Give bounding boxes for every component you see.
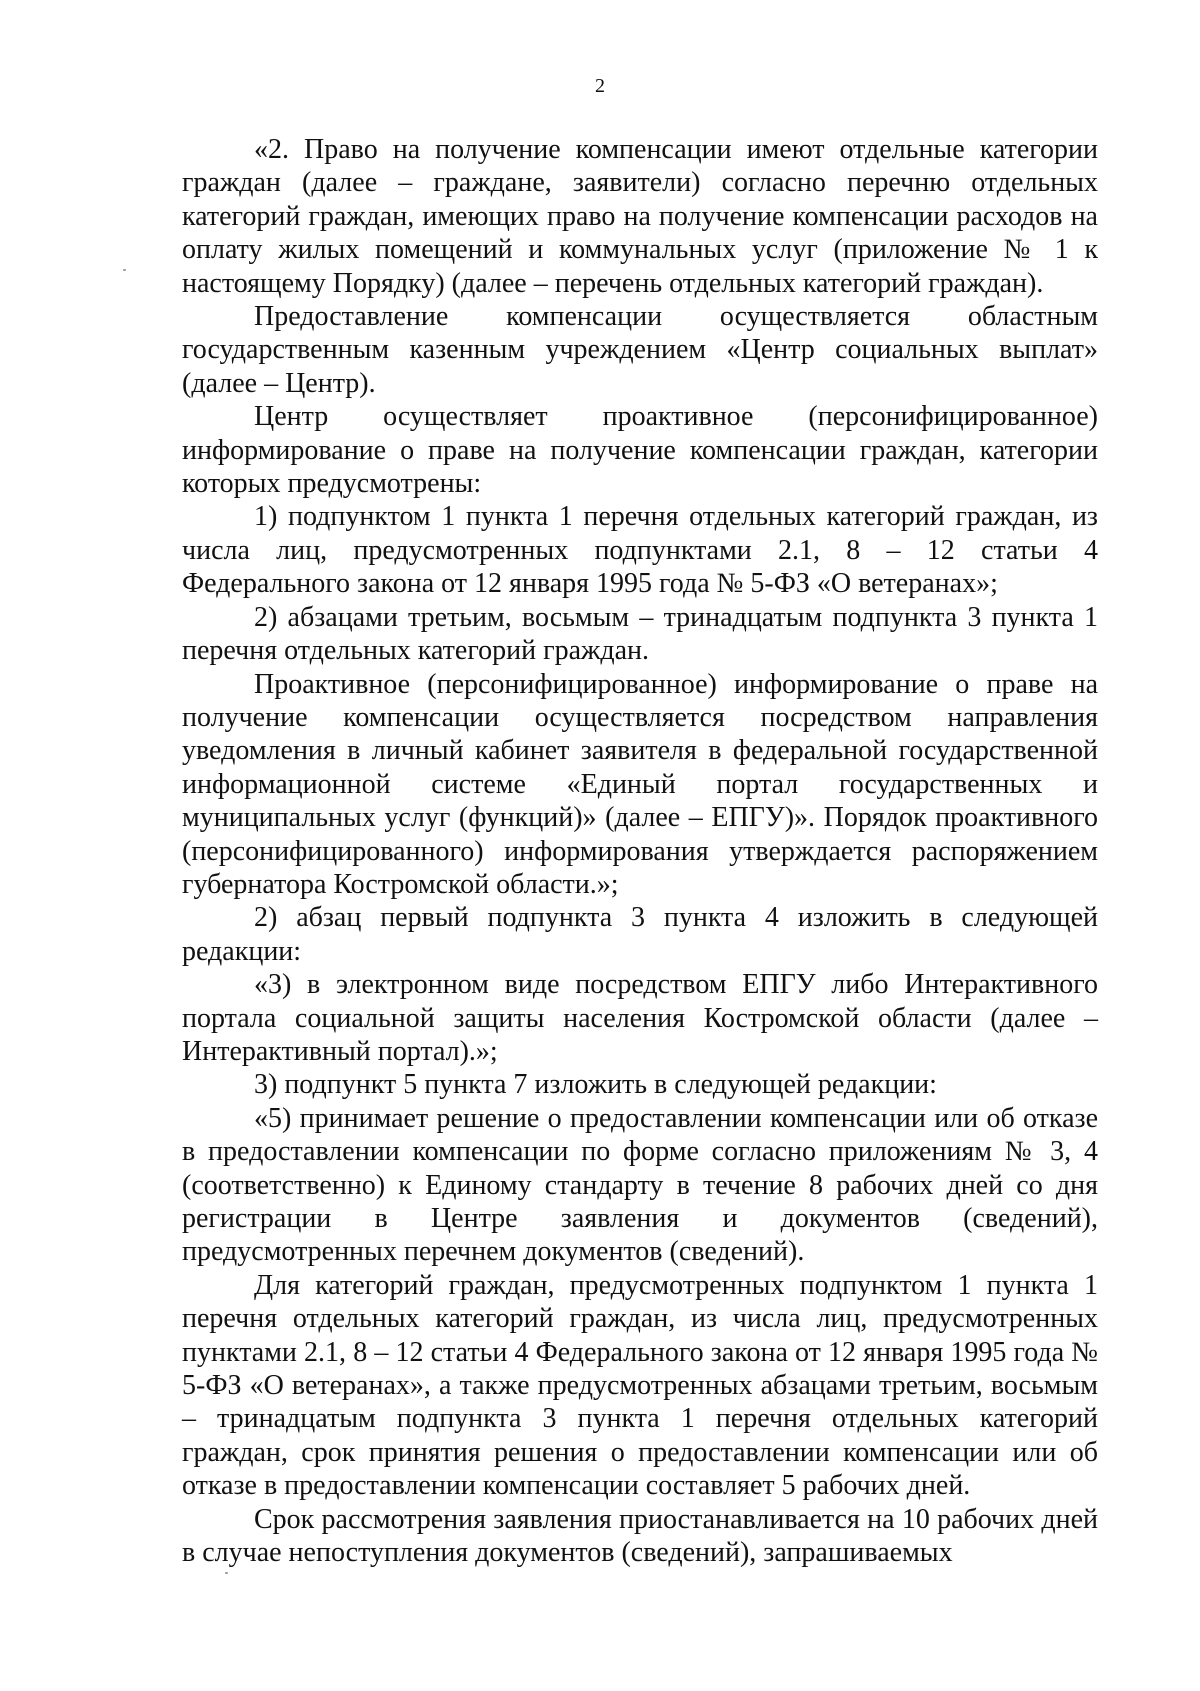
paragraph-proactive-procedure: Проактивное (персонифицированное) информирование о праве на получение компенсации осуществляется посредством направления уведомления в личный кабинет заявителя в федеральной государственной информационной системе «Единый портал государственных и муниципальных услуг (функций)» (далее – ЕПГУ)». Порядок проактивного (персонифицированного) информирования утверждается распоряжением губернатора Костромской области.»; (182, 668, 1098, 900)
list-item-1: 1) подпунктом 1 пункта 1 перечня отдельных категорий граждан, из числа лиц, предусмотренных подпунктами 2.1, 8 – 12 статьи 4 Федерального закона от 12 января 1995 года № 5-ФЗ «О ветеранах»; (182, 501, 1098, 600)
scan-artifact (123, 269, 126, 271)
paragraph-short-term-categories: Для категорий граждан, предусмотренных подпунктом 1 пункта 1 перечня отдельных категорий граждан, из числа лиц, предусмотренных пунктами 2.1, 8 – 12 статьи 4 Федерального закона от 12 января 1995 года № 5-ФЗ «О ветеранах», а также предусмотренных абзацами третьим, восьмым – тринадцатым подпункта 3 пункта 1 перечня отдельных категорий граждан, срок принятия решения о предоставлении компенсации или об отказе в предоставлении компенсации составляет 5 рабочих дней. (182, 1269, 1098, 1502)
page-number: 2 (595, 75, 605, 97)
paragraph-decision-term: «5) принимает решение о предоставлении компенсации или об отказе в предоставлении компенсации по форме согласно приложениям № 3, 4 (соответственно) к Единому стандарту в течение 8 рабочих дней со дня регистрации в Центре заявления и документов (сведений), предусмотренных перечнем документов (сведений). (182, 1102, 1098, 1268)
paragraph-electronic-form: «3) в электронном виде посредством ЕПГУ либо Интерактивного портала социальной защиты населения Костромской области (далее – Интерактивный портал).»; (182, 969, 1098, 1067)
paragraph-suspension: Срок рассмотрения заявления приостанавливается на 10 рабочих дней в случае непоступления документов (сведений), запрашиваемых (182, 1503, 1098, 1569)
paragraph-right-to-compensation: «2. Право на получение компенсации имеют отдельные категории граждан (далее – граждане, заявители) согласно перечню отдельных категорий граждан, имеющих право на получение компенсации расходов на оплату жилых помещений и коммунальных услуг (приложение № 1 к настоящему Порядку) (далее – перечень отдельных категорий граждан). (182, 134, 1098, 299)
scan-artifact (225, 1572, 228, 1574)
paragraph-proactive-informing: Центр осуществляет проактивное (персонифицированное) информирование о праве на получение компенсации граждан, категории которых предусмотрены: (182, 401, 1098, 500)
paragraph-amendment-3: 3) подпункт 5 пункта 7 изложить в следующей редакции: (254, 1069, 937, 1101)
list-item-2: 2) абзацами третьим, восьмым – тринадцатым подпункта 3 пункта 1 перечня отдельных категорий граждан. (182, 601, 1098, 667)
document-body (182, 133, 1098, 1569)
paragraph-provision-by-center: Предоставление компенсации осуществляется областным государственным казенным учреждением «Центр социальных выплат» (далее – Центр). (182, 301, 1098, 399)
paragraph-amendment-2: 2) абзац первый подпункта 3 пункта 4 изложить в следующей редакции: (182, 902, 1098, 967)
